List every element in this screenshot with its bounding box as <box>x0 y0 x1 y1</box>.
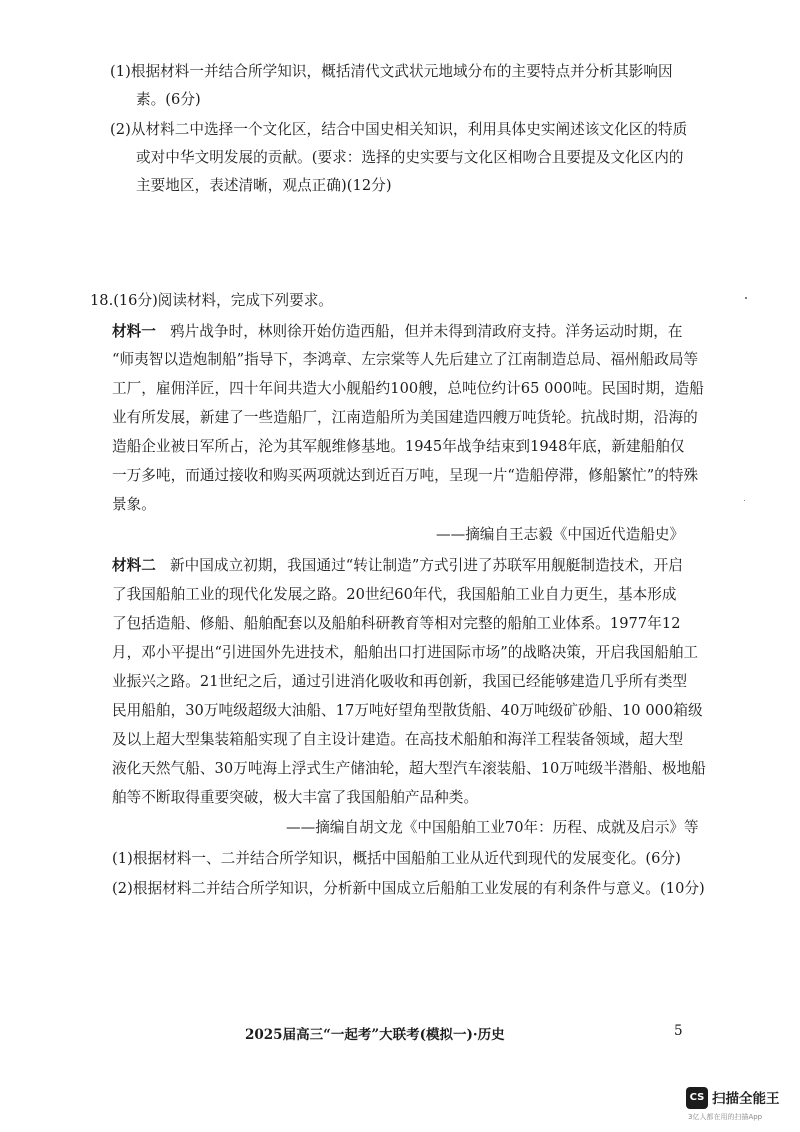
material2-line1 <box>112 556 683 576</box>
material2-source: ——摘编自胡文龙《中国船舶工业70年：历程、成就及启示》等 <box>286 819 699 836</box>
q17-sub1-line1: (1)根据材料一并结合所学知识，概括清代文武状元地域分布的主要特点并分析其影响因 <box>110 63 673 80</box>
scanner-app-name: 扫描全能王 <box>712 1091 780 1107</box>
scan-speck <box>744 500 745 501</box>
scan-speck <box>745 297 747 299</box>
q18-heading: 18.(16分)阅读材料，完成下列要求。 <box>90 292 333 309</box>
material1-line1 <box>112 322 683 342</box>
material2-line6: 民用船舶，30万吨级超级大油船、17万吨好望角型散货船、40万吨级矿砂船、10 000箱级 <box>112 702 703 719</box>
scanner-logo-icon: CS <box>686 1087 708 1109</box>
material2-line7: 及以上超大型集装箱船实现了自主设计建造。在高技术船舶和海洋工程装备领域，超大型 <box>112 731 684 748</box>
material1-line3: 工厂，雇佣洋匠，四十年间共造大小舰船约100艘，总吨位约计65 000吨。民国时期，造船 <box>112 380 704 397</box>
material2-line5: 业振兴之路。21世纪之后，通过引进消化吸收和再创新，我国已经能够建造几乎所有类型 <box>112 673 688 690</box>
material2-label: 材料二 <box>112 557 156 574</box>
exam-footer-title: 2025届高三“一起考”大联考(模拟一)·历史 <box>245 1027 505 1043</box>
q17-sub1-line2: 素。(6分) <box>136 91 201 108</box>
scanner-tagline: 3亿人都在用的扫描App <box>688 1113 763 1121</box>
q18-sub2: (2)根据材料二并结合所学知识，分析新中国成立后船舶工业发展的有利条件与意义。(10分) <box>112 880 705 897</box>
material1-line2: “师夷智以造炮制船”指导下，李鸿章、左宗棠等人先后建立了江南制造总局、福州船政局等 <box>112 351 699 368</box>
material1-line6: 一万多吨，而通过接收和购买两项就达到近百万吨，呈现一片“造船停滞，修船繁忙”的特殊 <box>112 467 699 484</box>
material1-source: ——摘编自王志毅《中国近代造船史》 <box>436 526 685 543</box>
material2-text: 新中国成立初期，我国通过“转让制造”方式引进了苏联军用舰艇制造技术，开启 <box>170 557 683 574</box>
material2-line9: 舶等不断取得重要突破，极大丰富了我国船舶产品种类。 <box>112 789 479 806</box>
q17-sub2-line2: 或对中华文明发展的贡献。(要求：选择的史实要与文化区相吻合且要提及文化区内的 <box>136 149 684 166</box>
material2-line8: 液化天然气船、30万吨海上浮式生产储油轮，超大型汽车滚装船、10万吨级半潜船、极地船 <box>112 760 706 777</box>
page-number: 5 <box>674 1023 683 1039</box>
q17-sub2-line1: (2)从材料二中选择一个文化区，结合中国史相关知识，利用具体史实阐述该文化区的特质 <box>110 121 688 138</box>
q17-sub2-line3: 主要地区，表述清晰，观点正确)(12分) <box>136 177 392 194</box>
material1-line5: 造船企业被日军所占，沦为其军舰维修基地。1945年战争结束到1948年底，新建船舶仅 <box>112 438 685 455</box>
material2-line3: 了包括造船、修船、船舶配套以及船舶科研教育等相对完整的船舶工业体系。1977年12 <box>112 615 681 632</box>
q18-sub1: (1)根据材料一、二并结合所学知识，概括中国船舶工业从近代到现代的发展变化。(6分) <box>112 850 681 867</box>
material1-text: 鸦片战争时，林则徐开始仿造西船，但并未得到清政府支持。洋务运动时期，在 <box>170 323 683 340</box>
material2-line4: 月，邓小平提出“引进国外先进技术，船舶出口打进国际市场”的战略决策，开启我国船舶工 <box>112 644 699 661</box>
scanner-watermark <box>686 1085 796 1125</box>
material1-line4: 业有所发展，新建了一些造船厂，江南造船所为美国建造四艘万吨货轮。抗战时期，沿海的 <box>112 409 698 426</box>
material1-line7: 景象。 <box>112 496 156 513</box>
material1-label: 材料一 <box>112 323 156 340</box>
material2-line2: 了我国船舶工业的现代化发展之路。20世纪60年代，我国船舶工业自力更生，基本形成 <box>112 586 677 603</box>
